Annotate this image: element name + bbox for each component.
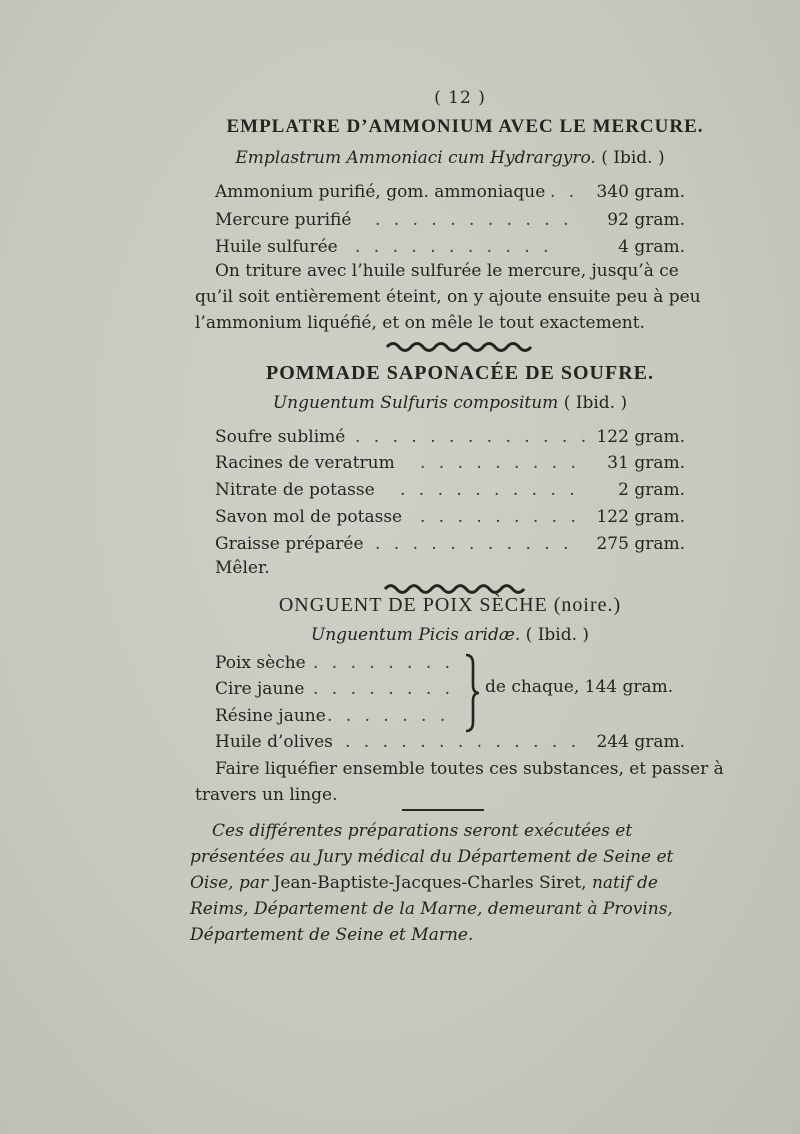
section-title-pommade: POMMADE SAPONACÉE DE SOUFRE. — [265, 362, 654, 384]
ingredient-quantity: 244 gram. — [596, 732, 685, 752]
ingredient-row — [215, 451, 685, 475]
latin-subtitle-onguent — [0, 625, 800, 645]
pharmacist-name: Jean-Baptiste-Jacques-Charles Siret, — [273, 873, 587, 893]
ingredient-quantity: 31 gram. — [607, 453, 685, 473]
ingredient-quantity: 122 gram. — [596, 507, 685, 527]
ingredient-quantity: 92 gram. — [607, 210, 685, 230]
instructions-onguent: Faire liquéfier ensemble toutes ces substances, et passer à travers un linge. — [195, 759, 724, 805]
reference: ( Ibid. ) — [601, 148, 665, 168]
reference: ( Ibid. ) — [525, 625, 590, 645]
leader-dots: . . . . . . . . . . . — [375, 534, 573, 554]
ingredient-name: Cire jaune — [215, 679, 305, 699]
ingredient-name: Soufre sublimé — [215, 427, 346, 447]
section-title-onguent: ONGUENT DE POIX SÈCHE (noire.) — [278, 594, 622, 616]
ingredient-row — [215, 478, 685, 502]
leader-dots: . . . . . . . . . . . — [355, 237, 553, 257]
instructions-pommade: Mêler. — [215, 558, 270, 578]
reference: ( Ibid. ) — [563, 393, 628, 413]
ingredient-name: Poix sèche — [215, 653, 306, 673]
separator-rule — [402, 809, 484, 811]
note-text: Ces différentes préparations seront exécutées et présentées au Jury médical du Département de Seine et Oise, par — [190, 821, 674, 893]
instructions-emplatre: On triture avec l’huile sulfurée le mercure, jusqu’à ce qu’il soit entièrement éteint, on y ajoute ensuite peu à peu l’ammonium liquéfié, et on mêle le tout exactement. — [195, 261, 701, 333]
leader-dots: . . . . . . . . . — [420, 507, 580, 527]
ingredient-name: Graisse préparée — [215, 534, 364, 554]
ingredient-name: Savon mol de potasse — [215, 507, 403, 527]
ingredient-name: Huile sulfurée — [215, 237, 338, 257]
page-number: ( 12 ) — [434, 88, 486, 108]
leader-dots: . . . . . . . . . . . . . — [355, 427, 591, 447]
latin-subtitle-emplatre — [0, 148, 800, 168]
ingredient-name: Mercure purifié — [215, 210, 352, 230]
latin-name: Emplastrum Ammoniaci cum Hydrargyro. — [235, 148, 596, 168]
section-title-emplatre: EMPLATRE D’AMMONIUM AVEC LE MERCURE. — [226, 116, 704, 137]
ingredient-name: Racines de veratrum — [215, 453, 395, 473]
leader-dots: . . . . . . . . . . . . . — [345, 732, 581, 752]
braced-quantity: de chaque, 144 gram. — [485, 677, 674, 697]
closing-note — [190, 818, 720, 948]
ingredient-row — [215, 425, 685, 449]
leader-dots: . . . . . . . — [327, 706, 450, 726]
note-text-2: natif de Reims, Département de la Marne, demeurant à Provins, Département de Seine et Marne. — [190, 873, 673, 945]
leader-dots: . . — [550, 182, 579, 202]
ingredient-row — [215, 651, 465, 675]
wave-ornament — [385, 340, 535, 354]
ingredient-quantity: 2 gram. — [618, 480, 685, 500]
ingredient-row — [215, 730, 685, 754]
ingredient-name: Nitrate de potasse — [215, 480, 375, 500]
ingredient-name: Ammonium purifié, gom. ammoniaque — [215, 182, 546, 202]
ingredient-row — [215, 235, 685, 259]
ingredient-row — [215, 704, 465, 728]
latin-name: Unguentum Sulfuris compositum — [272, 393, 559, 413]
leader-dots: . . . . . . . . — [313, 653, 455, 673]
leader-dots: . . . . . . . . — [313, 679, 455, 699]
leader-dots: . . . . . . . . . — [420, 453, 580, 473]
ingredient-row — [215, 208, 685, 232]
latin-name: Unguentum Picis aridæ. — [310, 625, 521, 645]
ingredient-name: Huile d’olives — [215, 732, 333, 752]
latin-subtitle-pommade — [0, 393, 800, 413]
ingredient-row — [215, 677, 465, 701]
leader-dots: . . . . . . . . . . — [400, 480, 579, 500]
ingredient-row — [215, 505, 685, 529]
ingredient-quantity: 340 gram. — [596, 182, 685, 202]
ingredient-quantity: 275 gram. — [596, 534, 685, 554]
curly-brace — [462, 652, 482, 734]
ingredient-row — [215, 180, 685, 204]
ingredient-row — [215, 532, 685, 556]
ingredient-quantity: 122 gram. — [596, 427, 685, 447]
ingredient-quantity: 4 gram. — [618, 237, 685, 257]
leader-dots: . . . . . . . . . . . — [375, 210, 573, 230]
ingredient-name: Résine jaune — [215, 706, 326, 726]
